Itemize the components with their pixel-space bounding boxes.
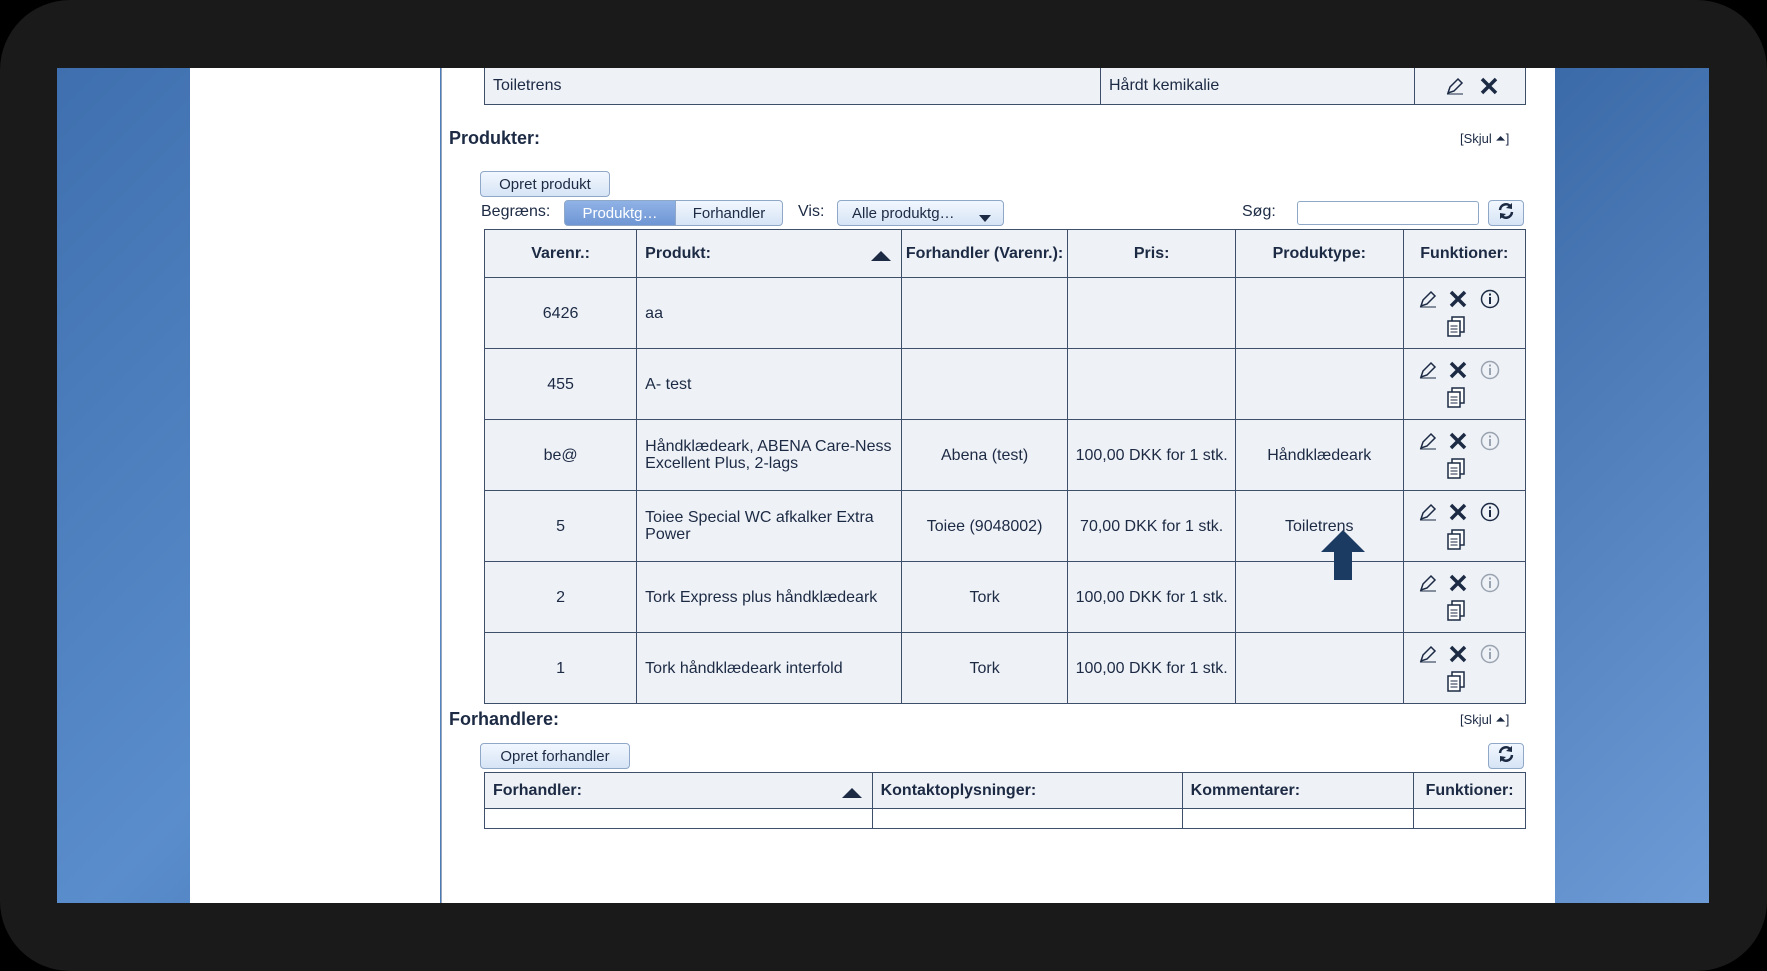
cell-functions — [1403, 349, 1525, 420]
delete-icon[interactable] — [1447, 288, 1469, 310]
cell-functions — [1403, 633, 1525, 704]
show-label: Vis: — [798, 203, 825, 220]
cell-type — [1235, 349, 1403, 420]
sort-asc-icon — [871, 248, 891, 266]
edit-icon[interactable] — [1417, 430, 1439, 452]
copy-icon[interactable] — [1445, 529, 1467, 551]
table-row — [485, 562, 1526, 633]
edit-icon[interactable] — [1417, 288, 1439, 310]
col-kommentarer[interactable]: Kommentarer: — [1182, 773, 1414, 809]
copy-icon[interactable] — [1445, 316, 1467, 338]
copy-icon[interactable] — [1445, 387, 1467, 409]
show-select-value: Alle produktg… — [852, 204, 955, 222]
col-pris[interactable]: Pris: — [1068, 230, 1236, 278]
delete-icon[interactable] — [1478, 75, 1500, 97]
cell-produkt: A- test — [637, 349, 902, 420]
products-table — [484, 229, 1526, 704]
info-icon[interactable] — [1479, 359, 1501, 381]
edit-icon[interactable] — [1417, 643, 1439, 665]
limit-product-group[interactable]: Produktg… — [564, 200, 676, 226]
col-funktioner: Funktioner: — [1414, 773, 1526, 809]
delete-icon[interactable] — [1447, 501, 1469, 523]
col-produkt[interactable] — [637, 230, 902, 278]
cell-type: Hårdt kemikalie — [1101, 68, 1415, 105]
info-icon[interactable] — [1479, 288, 1501, 310]
cell-name: Toiletrens — [485, 68, 1101, 105]
produkter-title: Produkter: — [449, 128, 541, 148]
table-row — [485, 349, 1526, 420]
cell-varenr: 455 — [485, 349, 637, 420]
cell-produkt: Tork håndklædeark interfold — [637, 633, 902, 704]
search-input[interactable] — [1297, 201, 1479, 225]
table-row — [485, 420, 1526, 491]
limit-forhandler[interactable]: Forhandler — [675, 200, 783, 226]
cell-functions — [1403, 278, 1525, 349]
copy-icon[interactable] — [1445, 600, 1467, 622]
cell-varenr: 5 — [485, 491, 637, 562]
edit-icon[interactable] — [1417, 359, 1439, 381]
main-content — [441, 68, 1555, 903]
col-forhandler[interactable]: Forhandler (Varenr.): — [901, 230, 1068, 278]
cell-forhandler: Tork — [901, 562, 1068, 633]
table-row — [485, 491, 1526, 562]
copy-icon[interactable] — [1445, 458, 1467, 480]
cell-pris: 100,00 DKK for 1 stk. — [1068, 420, 1236, 491]
forhandlere-table — [484, 772, 1526, 829]
col-forhandler-name[interactable] — [485, 773, 873, 809]
cell-type — [1235, 562, 1403, 633]
delete-icon[interactable] — [1447, 643, 1469, 665]
cell-forhandler — [901, 349, 1068, 420]
chevron-down-icon — [979, 210, 991, 227]
cell-type — [1235, 633, 1403, 704]
cell-forhandler: Toiee (9048002) — [901, 491, 1068, 562]
cell-type: Toiletrens — [1235, 491, 1403, 562]
col-funktioner: Funktioner: — [1403, 230, 1525, 278]
col-varenr[interactable]: Varenr.: — [485, 230, 637, 278]
screen — [57, 68, 1709, 903]
table-row — [485, 633, 1526, 704]
create-product-button[interactable]: Opret produkt — [480, 171, 610, 197]
search-label: Søg: — [1242, 203, 1276, 220]
cell-produkt: Håndklædeark, ABENA Care-Ness Excellent Plus, 2-lags — [637, 420, 902, 491]
cell-forhandler: Tork — [901, 633, 1068, 704]
left-column — [190, 68, 440, 903]
col-produkt-label: Produkt: — [645, 244, 711, 262]
cell-varenr: 6426 — [485, 278, 637, 349]
substances-table — [484, 68, 1526, 105]
delete-icon[interactable] — [1447, 572, 1469, 594]
cell-pris: 100,00 DKK for 1 stk. — [1068, 562, 1236, 633]
cell-type — [1235, 278, 1403, 349]
cell-functions — [1403, 491, 1525, 562]
table-row — [485, 278, 1526, 349]
info-icon[interactable] — [1479, 501, 1501, 523]
refresh-icon — [1497, 202, 1515, 225]
col-kontakt[interactable]: Kontaktoplysninger: — [872, 773, 1182, 809]
cell-forhandler — [901, 278, 1068, 349]
forhandlere-hide-link[interactable]: [Skjul ⏶] — [1460, 712, 1510, 727]
info-icon[interactable] — [1479, 430, 1501, 452]
cell-varenr: 2 — [485, 562, 637, 633]
show-select[interactable] — [837, 200, 1004, 226]
cell-functions — [1403, 562, 1525, 633]
copy-icon[interactable] — [1445, 671, 1467, 693]
refresh-forhandlere-button[interactable] — [1488, 743, 1524, 769]
col-produktype[interactable]: Produktype: — [1235, 230, 1403, 278]
cell-functions — [1403, 420, 1525, 491]
edit-icon[interactable] — [1444, 75, 1466, 97]
edit-icon[interactable] — [1417, 501, 1439, 523]
refresh-products-button[interactable] — [1488, 200, 1524, 226]
arrow-up-icon — [1321, 530, 1365, 585]
cell-pris — [1068, 278, 1236, 349]
cell-produkt: Tork Express plus håndklædeark — [637, 562, 902, 633]
produkter-hide-link[interactable]: [Skjul ⏶] — [1460, 131, 1510, 146]
table-row — [485, 809, 873, 829]
create-forhandler-button[interactable]: Opret forhandler — [480, 743, 630, 769]
delete-icon[interactable] — [1447, 430, 1469, 452]
info-icon[interactable] — [1479, 572, 1501, 594]
edit-icon[interactable] — [1417, 572, 1439, 594]
cell-pris: 100,00 DKK for 1 stk. — [1068, 633, 1236, 704]
limit-label: Begræns: — [481, 203, 551, 220]
cell-type: Håndklædeark — [1235, 420, 1403, 491]
forhandlere-title: Forhandlere: — [449, 709, 560, 729]
cell-forhandler: Abena (test) — [901, 420, 1068, 491]
cell-produkt: Toiee Special WC afkalker Extra Power — [637, 491, 902, 562]
cell-varenr: be@ — [485, 420, 637, 491]
cell-pris — [1068, 349, 1236, 420]
cell-pris: 70,00 DKK for 1 stk. — [1068, 491, 1236, 562]
cell-produkt: aa — [637, 278, 902, 349]
delete-icon[interactable] — [1447, 359, 1469, 381]
info-icon[interactable] — [1479, 643, 1501, 665]
refresh-icon — [1497, 745, 1515, 768]
cell-varenr: 1 — [485, 633, 637, 704]
sort-asc-icon — [842, 785, 862, 803]
col-forhandler-label: Forhandler: — [493, 781, 582, 799]
cell-functions — [1415, 68, 1526, 105]
